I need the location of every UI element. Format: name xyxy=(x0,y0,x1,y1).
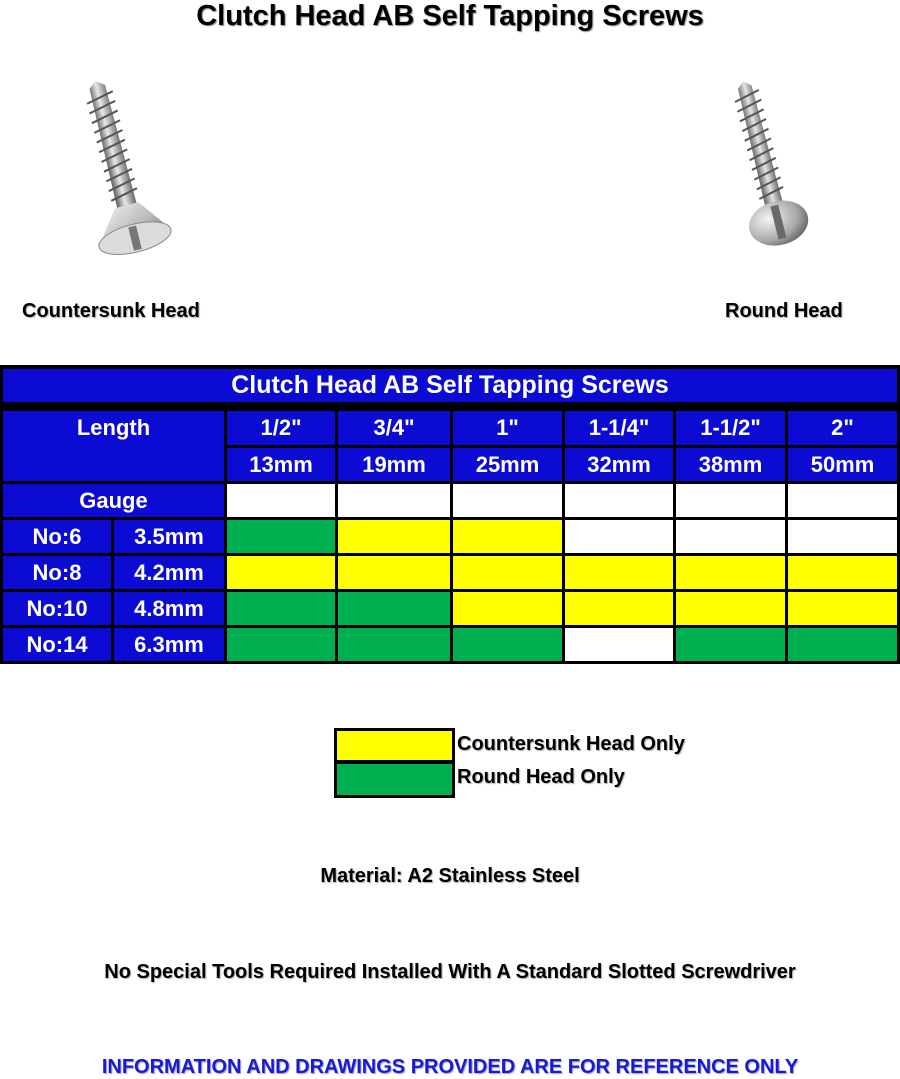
gauge-diameter-cell: 6.3mm xyxy=(114,628,224,661)
availability-cell xyxy=(788,628,897,661)
availability-cell xyxy=(227,592,335,625)
availability-cell xyxy=(338,520,450,553)
gauge-row-blank-cell xyxy=(676,484,785,517)
availability-cell xyxy=(676,520,785,553)
availability-cell xyxy=(676,556,785,589)
gauge-diameter-cell: 4.8mm xyxy=(114,592,224,625)
availability-cell xyxy=(565,628,673,661)
gauge-header: Gauge xyxy=(3,484,224,517)
reference-disclaimer: INFORMATION AND DRAWINGS PROVIDED ARE FOR REFERENCE ONLY xyxy=(101,1056,799,1078)
gauge-row-blank-cell xyxy=(788,484,897,517)
legend-countersunk-swatch xyxy=(334,728,455,763)
availability-cell xyxy=(565,520,673,553)
gauge-diameter-cell: 4.2mm xyxy=(114,556,224,589)
legend-countersunk-label: Countersunk Head Only xyxy=(457,733,685,755)
gauge-number-cell: No:8 xyxy=(3,556,111,589)
gauge-row-blank-cell xyxy=(338,484,450,517)
availability-cell xyxy=(453,592,562,625)
length-mm-header: 32mm xyxy=(565,448,673,481)
availability-cell xyxy=(788,556,897,589)
gauge-number-cell: No:14 xyxy=(3,628,111,661)
length-inch-header: 1" xyxy=(453,411,562,445)
availability-cell xyxy=(453,556,562,589)
gauge-diameter-cell: 3.5mm xyxy=(114,520,224,553)
length-inch-header: 1-1/2" xyxy=(676,411,785,445)
availability-cell xyxy=(453,520,562,553)
length-inch-header: 1-1/4" xyxy=(565,411,673,445)
countersunk-screw-image xyxy=(60,78,180,270)
availability-cell xyxy=(338,628,450,661)
gauge-row-blank-cell xyxy=(227,484,335,517)
availability-cell xyxy=(227,556,335,589)
legend-round-label: Round Head Only xyxy=(457,766,625,788)
length-mm-header: 25mm xyxy=(453,448,562,481)
availability-cell xyxy=(676,628,785,661)
length-mm-header: 50mm xyxy=(788,448,897,481)
round-head-caption: Round Head xyxy=(725,300,843,322)
length-header: Length xyxy=(3,411,224,445)
availability-table xyxy=(0,365,900,664)
material-note: Material: A2 Stainless Steel xyxy=(320,865,580,887)
availability-cell xyxy=(227,628,335,661)
legend-round-swatch xyxy=(334,761,455,798)
length-mm-header: 13mm xyxy=(227,448,335,481)
availability-cell xyxy=(227,520,335,553)
length-inch-header: 1/2" xyxy=(227,411,335,445)
length-inch-header: 3/4" xyxy=(338,411,450,445)
availability-cell xyxy=(788,592,897,625)
tools-note: No Special Tools Required Installed With A Standard Slotted Screwdriver xyxy=(104,961,796,983)
table-title: Clutch Head AB Self Tapping Screws xyxy=(3,369,897,402)
page-title: Clutch Head AB Self Tapping Screws xyxy=(196,0,704,32)
gauge-number-cell: No:6 xyxy=(3,520,111,553)
countersunk-head-caption: Countersunk Head xyxy=(22,300,200,322)
length-mm-header: 19mm xyxy=(338,448,450,481)
gauge-row-blank-cell xyxy=(453,484,562,517)
length-inch-header: 2" xyxy=(788,411,897,445)
availability-cell xyxy=(338,592,450,625)
length-mm-header: 38mm xyxy=(676,448,785,481)
availability-cell xyxy=(788,520,897,553)
availability-cell xyxy=(676,592,785,625)
gauge-number-cell: No:10 xyxy=(3,592,111,625)
availability-cell xyxy=(453,628,562,661)
round-head-screw-image xyxy=(708,78,828,258)
availability-cell xyxy=(338,556,450,589)
availability-cell xyxy=(565,592,673,625)
gauge-row-blank-cell xyxy=(565,484,673,517)
availability-cell xyxy=(565,556,673,589)
